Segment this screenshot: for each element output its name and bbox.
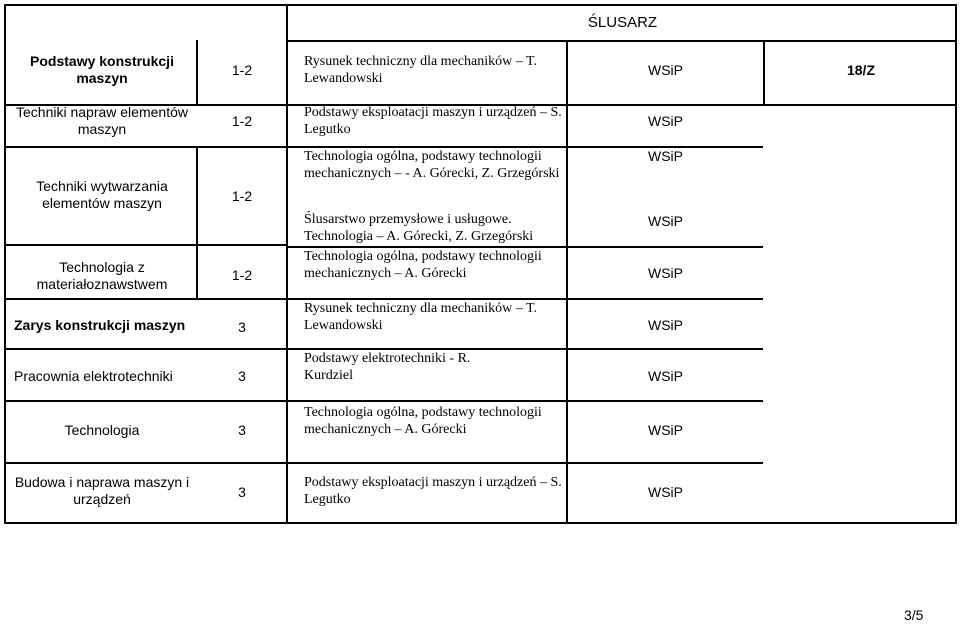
subject-cell: Budowa i naprawa maszyn i urządzeń [14,474,190,507]
approval-number: 18/Z [846,62,875,78]
subject-cell: Pracownia elektrotechniki [14,368,173,384]
subject-cell: Technologia z materiałoznawstwem [36,259,168,292]
page-title: ŚLUSARZ [587,14,658,31]
book-cell: Podstawy elektrotechniki - R. Kurdziel [304,351,471,383]
book-cell: Podstawy eksploatacji maszyn i urządzeń – S. Legutko [304,105,562,137]
publisher-cell: WSiP [648,317,683,333]
col-divider-2 [286,40,288,524]
row-divider [4,400,763,402]
subject-cell: Techniki napraw elementów maszyn [16,104,188,137]
publisher-cell: WSiP [648,62,683,78]
book-cell: Technologia ogólna, podstawy technologii mechanicznych – - A. Górecki, Z. Grzegórski [304,149,560,181]
classes-cell: 1-2 [231,267,253,283]
publisher-cell: WSiP [648,368,683,384]
row-divider [4,244,286,246]
subject-cell: Techniki wytwarzania elementów maszyn [36,178,168,211]
book-cell: Rysunek techniczny dla mechaników – T. Lewandowski [304,54,537,86]
classes-cell: 3 [238,422,246,438]
book-cell: Rysunek techniczny dla mechaników – T. Lewandowski [304,301,537,333]
publisher-cell: WSiP [648,213,683,229]
row-divider [4,462,763,464]
book-cell: Podstawy eksploatacji maszyn i urządzeń – S. Legutko [304,475,562,507]
subject-cell: Zarys konstrukcji maszyn [14,317,186,333]
publisher-cell: WSiP [648,422,683,438]
classes-cell: 3 [238,484,246,500]
publisher-cell: WSiP [648,265,683,281]
publisher-cell: WSiP [648,148,683,164]
classes-cell: 1-2 [231,62,253,78]
book-cell: Ślusarstwo przemysłowe i usługowe. Technologia – A. Górecki, Z. Grzegórski [304,212,534,244]
subject-cell: Podstawy konstrukcji maszyn [30,53,174,86]
book-cell: Technologia ogólna, podstawy technologii mechanicznych – A. Górecki [304,249,542,281]
subject-cell: Technologia [64,422,140,438]
book-cell: Technologia ogólna, podstawy technologii mechanicznych – A. Górecki [304,405,542,437]
classes-cell: 3 [238,368,246,384]
classes-cell: 1-2 [231,188,253,204]
publisher-cell: WSiP [648,113,683,129]
page-number: 3/5 [904,607,924,623]
classes-cell: 3 [238,319,246,335]
classes-cell: 1-2 [231,113,253,129]
header-divider [286,40,957,42]
publisher-cell: WSiP [648,484,683,500]
